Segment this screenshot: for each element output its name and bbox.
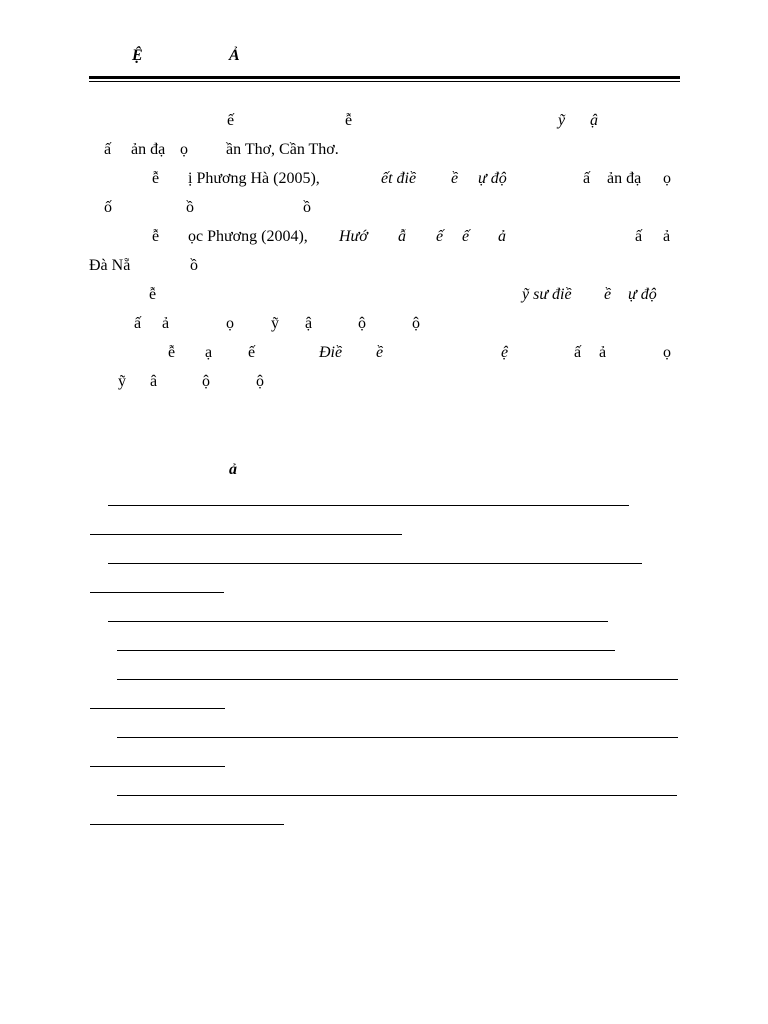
- ref-text: ự độ: [628, 286, 657, 303]
- blank-line: [117, 650, 615, 651]
- blank-line: [117, 737, 678, 738]
- blank-line: [90, 824, 284, 825]
- ref-text: ọ: [226, 315, 234, 332]
- ref-text: ễ: [345, 112, 353, 129]
- ref-text: ậ: [590, 112, 598, 129]
- ref-text: ồ: [186, 199, 194, 216]
- blank-line: [117, 679, 678, 680]
- ref-text: ết điề: [381, 170, 417, 187]
- ref-text: ộ: [256, 373, 264, 390]
- ref-text: ế: [436, 228, 444, 245]
- blank-line: [117, 795, 677, 796]
- ref-text: ọ: [663, 170, 671, 187]
- ref-text: ự độ: [478, 170, 507, 187]
- ref-text: â: [150, 373, 158, 390]
- ref-text: ạ: [205, 344, 213, 361]
- ref-text: ế: [248, 344, 256, 361]
- ref-text: ấ: [583, 170, 591, 187]
- header-left: Ệ: [132, 47, 143, 64]
- ref-text: ệ: [501, 344, 509, 361]
- ref-text: ấ: [574, 344, 582, 361]
- ref-text: ấ: [635, 228, 643, 245]
- ref-text: ọ: [180, 141, 188, 158]
- ref-text: ỹ: [271, 315, 279, 332]
- ref-text: ần Thơ, Cần Thơ.: [226, 141, 339, 158]
- ref-text: ế: [227, 112, 235, 129]
- ref-text: Hướ: [339, 228, 368, 245]
- ref-text: ố: [104, 199, 112, 216]
- ref-text: Điề: [319, 344, 343, 361]
- ref-text: ề: [604, 286, 612, 303]
- ref-text: ễ: [149, 286, 157, 303]
- blank-line: [90, 592, 224, 593]
- ref-text: ậ: [305, 315, 313, 332]
- ref-text: ễ: [152, 170, 160, 187]
- header-rule-thin: [89, 81, 680, 82]
- ref-text: ẫ: [398, 228, 406, 245]
- blank-line: [90, 534, 402, 535]
- ref-text: ấ: [134, 315, 142, 332]
- ref-text: ế: [462, 228, 470, 245]
- ref-text: ễ: [168, 344, 176, 361]
- ref-text: ả: [663, 228, 671, 245]
- blank-line: [90, 708, 225, 709]
- ref-text: ồ: [190, 257, 198, 274]
- ref-text: ọ: [663, 344, 671, 361]
- ref-text: ả: [498, 228, 506, 245]
- blank-line: [108, 621, 608, 622]
- ref-text: ản đạ: [131, 141, 166, 158]
- blank-line: [108, 505, 629, 506]
- ref-text: ộ: [202, 373, 210, 390]
- ref-text: ộ: [412, 315, 420, 332]
- ref-text: ễ: [152, 228, 160, 245]
- ref-text: Đà Nẵ: [89, 257, 131, 274]
- ref-text: ỹ: [558, 112, 566, 129]
- ref-text: ọc Phương (2004),: [188, 228, 308, 245]
- ref-text: ấ: [104, 141, 112, 158]
- ref-text: ề: [451, 170, 459, 187]
- ref-text: ỹ sư điề: [522, 286, 572, 303]
- blank-line: [90, 766, 225, 767]
- ref-text: ộ: [358, 315, 366, 332]
- ref-text: ỹ: [118, 373, 126, 390]
- ref-text: ề: [376, 344, 384, 361]
- blank-line: [108, 563, 642, 564]
- ref-text: ồ: [303, 199, 311, 216]
- section-heading: ả: [229, 461, 237, 478]
- header-right: Ả: [229, 47, 240, 64]
- ref-text: ản đạ: [607, 170, 642, 187]
- header-rule-thick: [89, 76, 680, 79]
- ref-text: ả: [599, 344, 607, 361]
- ref-text: ả: [162, 315, 170, 332]
- ref-text: ị Phương Hà (2005),: [188, 170, 320, 187]
